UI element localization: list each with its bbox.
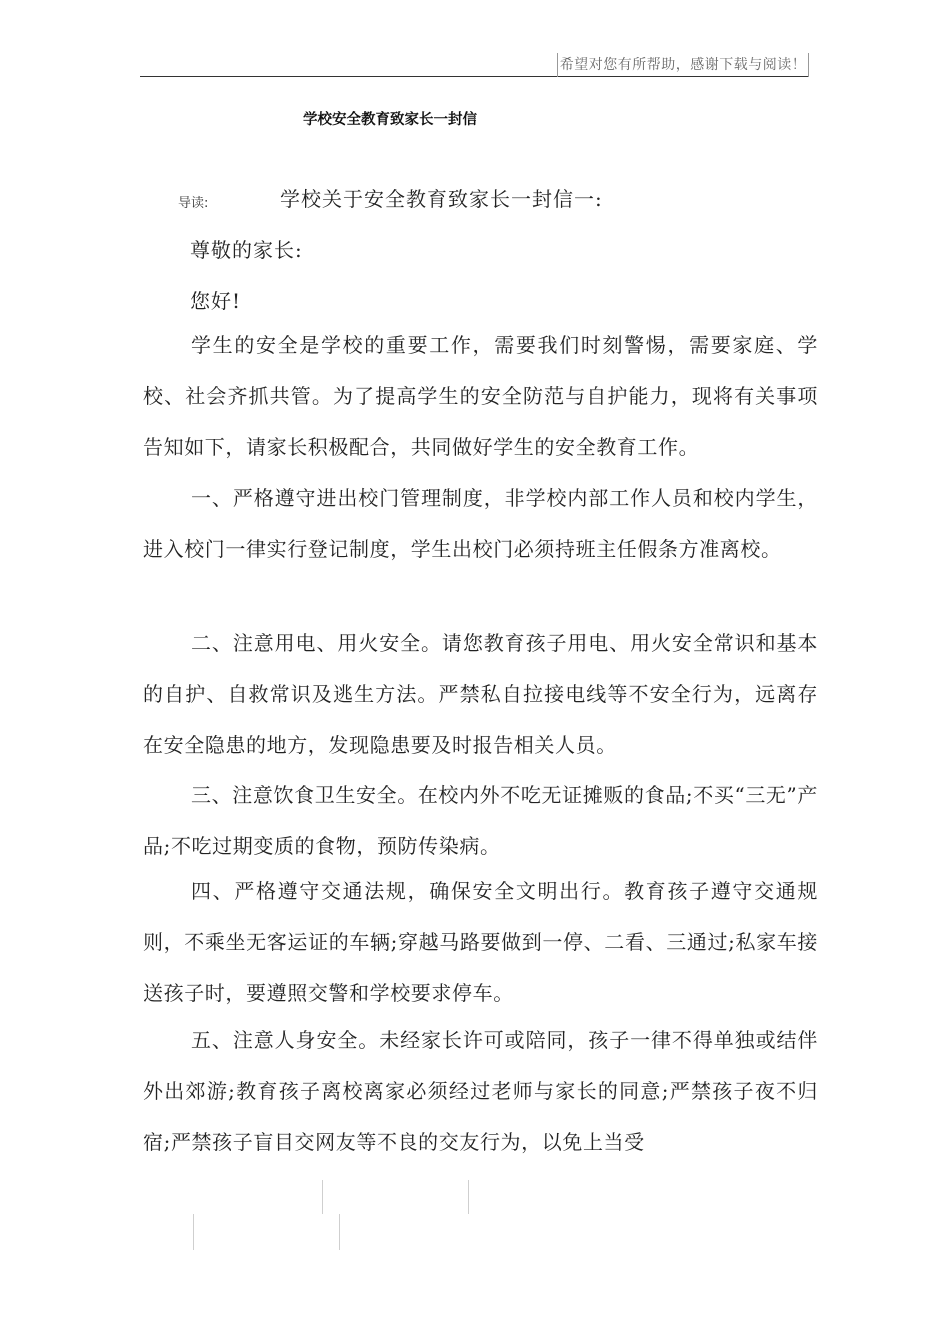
paragraph-rule-4: 四、严格遵守交通法规，确保安全文明出行。教育孩子遵守交通规则，不乘坐无客运证的车辆;穿越马路要做到一停、二看、三通过;私家车接送孩子时，要遵照交警和学校要求停车。 (143, 879, 818, 1005)
document-title: 学校安全教育致家长一封信 (303, 112, 477, 128)
table-border-fragment (193, 1214, 194, 1250)
intro-text: 学校关于安全教育致家长一封信一: (280, 187, 603, 211)
paragraph-intro: 学生的安全是学校的重要工作，需要我们时刻警惕，需要家庭、学校、社会齐抓共管。为了提高学生的安全防范与自护能力，现将有关事项告知如下，请家长积极配合，共同做好学生的安全教育工作。 (143, 333, 818, 459)
table-border-fragment (468, 1180, 469, 1214)
greeting: 您好! (190, 289, 242, 313)
paragraph-rule-2: 二、注意用电、用火安全。请您教育孩子用电、用火安全常识和基本的自护、自救常识及逃生方法。严禁私自拉接电线等不安全行为，远离存在安全隐患的地方，发现隐患要及时报告相关人员。 (143, 631, 818, 757)
paragraph-rule-3: 三、注意饮食卫生安全。在校内外不吃无证摊贩的食品;不买“三无”产品;不吃过期变质的食物，预防传染病。 (143, 783, 818, 858)
intro-label: 导读: (178, 196, 209, 211)
paragraph-rule-5: 五、注意人身安全。未经家长许可或陪同，孩子一律不得单独或结伴外出郊游;教育孩子离校离家必须经过老师与家长的同意;严禁孩子夜不归宿;严禁孩子盲目交网友等不良的交友行为，以免上当受 (143, 1028, 818, 1154)
salutation: 尊敬的家长: (190, 238, 303, 262)
table-border-fragment (322, 1180, 323, 1214)
header-note: 希望对您有所帮助，感谢下载与阅读！ (557, 53, 809, 77)
table-border-fragment (339, 1214, 340, 1250)
paragraph-rule-1: 一、严格遵守进出校门管理制度，非学校内部工作人员和校内学生，进入校门一律实行登记制度，学生出校门必须持班主任假条方准离校。 (143, 486, 818, 561)
